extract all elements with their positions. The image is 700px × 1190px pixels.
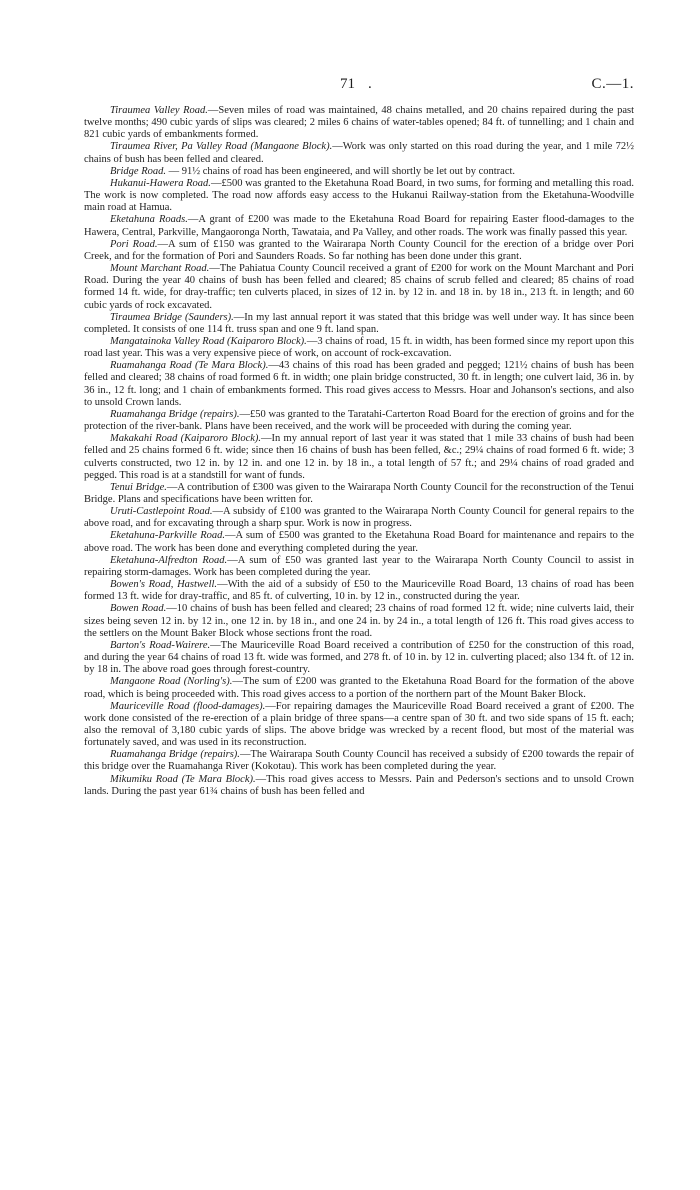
report-paragraph xyxy=(84,774,634,798)
report-paragraph xyxy=(84,214,634,238)
report-paragraph xyxy=(84,336,634,360)
paragraph-text: —With the aid of a subsidy of £50 to the Mauriceville Road Board, 13 chains of road has been formed 13 ft. wide for dray-traffic, and 85 ft. of culverting, 10 in. by 12 in., constructed during the year. xyxy=(84,579,634,603)
paragraph-title: Bowen Road. xyxy=(110,603,167,615)
report-paragraph xyxy=(84,603,634,639)
paragraph-text: —The sum of £200 was granted to the Eketahuna Road Board for the formation of the above road, which is being proceeded with. This road gives access to a portion of the northern part of the Mount Baker Block. xyxy=(84,676,635,700)
paragraph-text: —Seven miles of road was maintained, 48 chains metalled, and 20 chains repaired during the past twelve months; 490 cubic yards of slips was cleared; 2 miles 6 chains of water-tables opened; 84 ft. of tunnelling; and 1 chain and 821 cubic yards of embankments formed. xyxy=(84,105,634,141)
report-paragraph xyxy=(84,312,634,336)
report-paragraph xyxy=(84,263,634,312)
paragraph-title: Hukanui-Hawera Road. xyxy=(110,177,211,189)
paragraph-title: Eketahuna-Alfredton Road. xyxy=(110,554,228,566)
paragraph-text: —For repairing damages the Mauriceville Road Board received a grant of £200. The work done consisted of the re-erection of a plain bridge of three spans—a centre span of 30 ft. and two side spans of 15 ft. each; also the removal of 3,180 cubic yards of slips. The above bridge was wrecked by a recent flood, but most of the material was fortunately saved, and was used in its reconstruction. xyxy=(84,700,634,749)
report-paragraph xyxy=(84,178,634,214)
paragraph-text: —A contribution of £300 was given to the Wairarapa North County Council for the reconstruction of the Tenui Bridge. Plans and specifications have been written for. xyxy=(84,481,635,505)
paragraph-text: —A sum of £50 was granted last year to the Wairarapa North County Council to assist in repairing storm-damages. Work has been completed during the year. xyxy=(84,554,634,578)
report-paragraph xyxy=(84,701,634,750)
document-reference: C.—1. xyxy=(591,76,634,92)
paragraph-title: Mangaone Road (Norling's). xyxy=(110,676,233,688)
report-paragraph xyxy=(84,166,634,178)
report-paragraph xyxy=(84,506,634,530)
paragraph-title: Tiraumea River, Pa Valley Road (Mangaone Block). xyxy=(110,141,333,153)
paragraph-title: Makakahi Road (Kaiparoro Block). xyxy=(110,433,262,445)
paragraph-text: —A sum of £500 was granted to the Eketahuna Road Board for maintenance and repairs to the above road. The work has been done and everything completed during the year. xyxy=(84,530,635,554)
paragraph-title: Uruti-Castlepoint Road. xyxy=(110,506,213,518)
paragraph-title: Ruamahanga Road (Te Mara Block). xyxy=(110,360,269,372)
paragraph-text: —A grant of £200 was made to the Eketahuna Road Board for repairing Easter flood-damages to the Hawera, Central, Parkville, Mangaoronga North, Tawataia, and Pa Valley, and other roads. The work was finally passed this year. xyxy=(84,214,635,238)
paragraph-text: —A sum of £150 was granted to the Wairarapa North County Council for the erection of a bridge over Pori Creek, and for the formation of Pori and Saunders Roads. So far nothing has been done under this grant. xyxy=(84,238,634,262)
paragraph-text: — 91½ chains of road has been engineered, and will shortly be let out by contract. xyxy=(166,165,516,177)
paragraph-text: —43 chains of this road has been graded and pegged; 121½ chains of bush has been felled and cleared; 38 chains of road formed 6 ft. in width; one plain bridge constructed, 30 ft. in length; one culvert laid, 36 in. by 36 in., 12 ft. long; and 1 chain of embankments formed. This road gives access to Messrs. Hoar and Johanson's sections, and also to unsold Crown lands. xyxy=(84,360,634,408)
report-paragraph xyxy=(84,482,634,506)
report-paragraph xyxy=(84,409,634,433)
paragraph-title: Pori Road. xyxy=(110,238,158,250)
report-paragraph xyxy=(84,579,634,603)
page-number-dot: . xyxy=(368,76,372,92)
paragraph-text: —£50 was granted to the Taratahi-Carterton Road Board for the erection of groins and for the protection of the river-bank. Plans have been received, and the work will be proceeded with during the coming year. xyxy=(84,408,634,433)
paragraph-text: —The Wairarapa South County Council has received a subsidy of £200 towards the repair of this bridge over the Ruamahanga River (Kokotau). This work has been completed during the year. xyxy=(84,749,635,773)
paragraph-text: —This road gives access to Messrs. Pain and Pederson's sections and to unsold Crown lands. During the past year 61¾ chains of bush has been felled and xyxy=(84,773,635,797)
paragraph-title: Bridge Road. xyxy=(110,165,166,177)
report-paragraph xyxy=(84,360,634,409)
report-paragraph xyxy=(84,749,634,773)
paragraph-title: Tenui Bridge. xyxy=(110,481,167,493)
paragraph-text: —The Mauriceville Road Board received a contribution of £250 for the construction of this road, and during the year 64 chains of road 13 ft. wide was formed, and 278 ft. of 10 in. by 12 in. culverting placed; also 134 ft. of 12 in. by 18 in. The above road goes through forest-country. xyxy=(84,639,634,676)
report-paragraph xyxy=(84,555,634,579)
page-number: 71 xyxy=(340,76,355,92)
paragraph-title: Eketahuna Roads. xyxy=(110,214,188,226)
report-paragraph xyxy=(84,640,634,676)
paragraph-text: —3 chains of road, 15 ft. in width, has been formed since my report upon this road last year. This was a very expensive piece of work, on account of rock-excavation. xyxy=(84,335,634,360)
report-paragraph xyxy=(84,676,634,700)
paragraph-text: —In my annual report of last year it was stated that 1 mile 33 chains of bush had been felled and 25 chains formed 6 ft. wide; since then 16 chains of bush has been felled, &c.; 29¼ chains of road formed 6 ft. wide; 3 culverts constructed, two 12 in. by 12 in. and one 12 in. by 18 in., a total length of 57 ft.; and 29¼ chains of road graded and pegged. This road is at a standstill for want of funds. xyxy=(84,433,634,481)
paragraph-text: —A subsidy of £100 was granted to the Wairarapa North County Council for general repairs to the above road, and for excavating through a sharp spur. Work is now in progress. xyxy=(84,506,634,530)
paragraph-title: Barton's Road-Wairere. xyxy=(110,639,211,651)
paragraph-text: —Work was only started on this road during the year, and 1 mile 72½ chains of bush has been felled and cleared. xyxy=(84,141,634,165)
paragraph-title: Tiraumea Bridge (Saunders). xyxy=(110,311,234,323)
report-paragraph xyxy=(84,141,634,165)
report-paragraph xyxy=(84,105,634,141)
paragraph-title: Ruamahanga Bridge (repairs). xyxy=(110,749,240,761)
paragraph-title: Mikumiku Road (Te Mara Block). xyxy=(110,773,256,785)
paragraph-text: —£500 was granted to the Eketahuna Road Board, in two sums, for forming and metalling this road. The work is now completed. The road now affords easy access to the Hukanui Railway-station from the Eketahuna-Woodville main road at Hamua. xyxy=(84,177,634,214)
paragraph-title: Eketahuna-Parkville Road. xyxy=(110,530,226,542)
paragraph-title: Mount Marchant Road. xyxy=(110,263,210,275)
report-paragraph xyxy=(84,433,634,482)
report-paragraph xyxy=(84,239,634,263)
paragraph-text: —In my last annual report it was stated that this bridge was well under way. It has since been completed. It consists of one 114 ft. truss span and one 9 ft. land span. xyxy=(84,311,634,335)
paragraph-text: —The Pahiatua County Council received a grant of £200 for work on the Mount Marchant and Pori Road. During the year 40 chains of bush has been felled and cleared; 85 chains of scrub felled and cleared; 85 chains of road formed 14 ft. wide, for dray-traffic; ten culverts placed, in sizes of 12 in. by 12 in. and 18 in. by 18 in., 213 ft. in length; and 60 cubic yards of rock excavated. xyxy=(84,263,634,311)
paragraph-title: Mangatainoka Valley Road (Kaiparoro Block). xyxy=(110,335,307,347)
report-body xyxy=(84,105,634,798)
paragraph-text: —10 chains of bush has been felled and cleared; 23 chains of road formed 12 ft. wide; nine culverts laid, their sizes being seven 12 in. by 12 in., one 12 in. by 18 in., and one 24 in. by 24 in., a total length of 126 ft. This road gives access to the settlers on the Mount Baker Block whose sections front the road. xyxy=(84,603,634,639)
paragraph-title: Bowen's Road, Hastwell. xyxy=(110,579,218,591)
paragraph-title: Ruamahanga Bridge (repairs). xyxy=(110,408,240,420)
report-paragraph xyxy=(84,530,634,554)
paragraph-title: Mauriceville Road (flood-damages). xyxy=(110,700,266,712)
paragraph-title: Tiraumea Valley Road. xyxy=(110,105,208,116)
page-header xyxy=(0,76,700,96)
